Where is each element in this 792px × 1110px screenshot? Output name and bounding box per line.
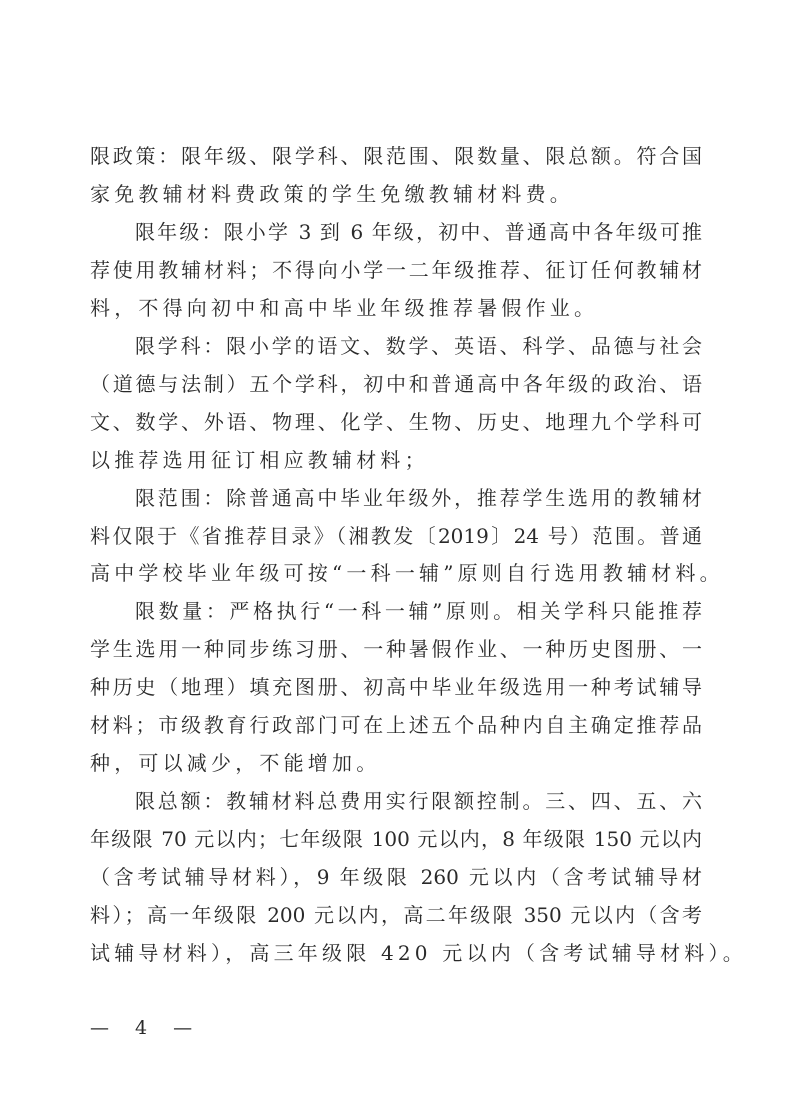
paragraph-line: 荐使用教辅材料；不得向小学一二年级推荐、征订任何教辅材 xyxy=(90,257,702,282)
paragraph-line: 限学科：限小学的语文、数学、英语、科学、品德与社会 xyxy=(135,333,702,358)
paragraph-line: 高中学校毕业年级可按“一科一辅”原则自行选用教辅材料。 xyxy=(90,561,724,586)
paragraph-line: 试辅导材料），高三年级限 420 元以内（含考试辅导材料）。 xyxy=(90,940,747,965)
paragraph-line: 限数量：严格执行“一科一辅”原则。相关学科只能推荐 xyxy=(135,599,702,624)
paragraph-line: 学生选用一种同步练习册、一种暑假作业、一种历史图册、一 xyxy=(90,637,702,662)
paragraph-line: 材料；市级教育行政部门可在上述五个品种内自主确定推荐品 xyxy=(90,713,702,738)
paragraph-line: 料）；高一年级限 200 元以内，高二年级限 350 元以内（含考 xyxy=(90,903,702,927)
paragraph-line: 以推荐选用征订相应教辅材料； xyxy=(90,447,429,472)
paragraph-line: 文、数学、外语、物理、化学、生物、历史、地理九个学科可 xyxy=(90,409,702,434)
paragraph-line: 种，可以减少，不能增加。 xyxy=(90,751,381,776)
paragraph-line: 限范围：除普通高中毕业年级外，推荐学生选用的教辅材 xyxy=(135,485,702,510)
paragraph-line: 限政策：限年级、限学科、限范围、限数量、限总额。符合国 xyxy=(90,144,702,168)
paragraph-line: 料，不得向初中和高中毕业年级推荐暑假作业。 xyxy=(90,295,599,320)
paragraph-line: 种历史（地理）填充图册、初高中毕业年级选用一种考试辅导 xyxy=(90,675,702,700)
page-number: — 4 — xyxy=(90,1017,203,1039)
paragraph-line: 年级限 70 元以内；七年级限 100 元以内，8 年级限 150 元以内 xyxy=(90,827,702,852)
paragraph-line: （道德与法制）五个学科，初中和普通高中各年级的政治、语 xyxy=(90,371,702,396)
paragraph-line: 料仅限于《省推荐目录》（湘教发〔2019〕24 号）范围。普通 xyxy=(90,523,702,548)
paragraph-line: 限总额：教辅材料总费用实行限额控制。三、四、五、六 xyxy=(135,789,702,814)
paragraph-line: 家免教辅材料费政策的学生免缴教辅材料费。 xyxy=(90,181,574,206)
paragraph-line: （含考试辅导材料），9 年级限 260 元以内（含考试辅导材 xyxy=(90,865,702,890)
paragraph-line: 限年级：限小学 3 到 6 年级，初中、普通高中各年级可推 xyxy=(135,219,702,244)
